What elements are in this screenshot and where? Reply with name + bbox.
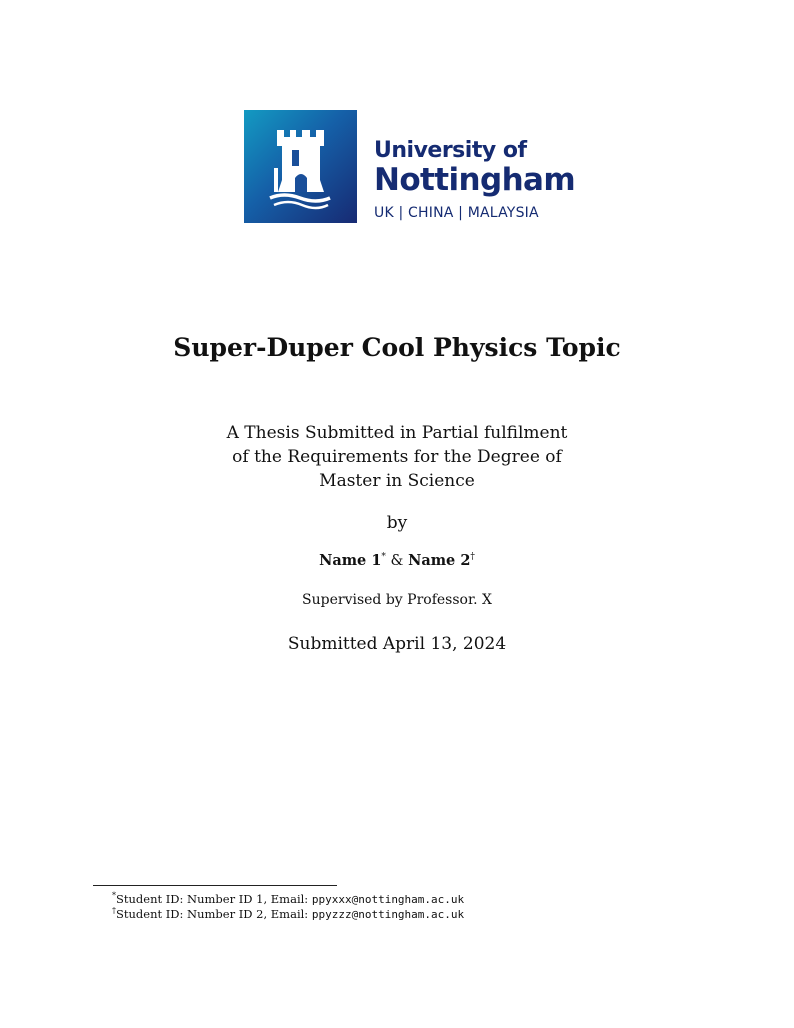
logo-block xyxy=(244,110,357,223)
castle-tower-icon xyxy=(244,110,357,223)
footnote-email: ppyzzz@nottingham.ac.uk xyxy=(311,907,465,921)
thesis-subtitle xyxy=(0,421,794,493)
logo-line-nottingham: Nottingham xyxy=(374,162,576,198)
submission-date: Submitted April 13, 2024 xyxy=(287,634,507,654)
footnote-text: Student ID: Number ID 1, Email: xyxy=(116,891,312,906)
university-logo xyxy=(244,110,576,225)
footnote-mark: * xyxy=(112,891,116,900)
footnote-mark: † xyxy=(112,906,116,915)
thesis-title: Super-Duper Cool Physics Topic xyxy=(173,333,621,362)
author-mark-2: † xyxy=(470,552,475,563)
footnote-text: Student ID: Number ID 2, Email: xyxy=(116,906,312,921)
by-label: by xyxy=(386,513,408,533)
footnote-rule xyxy=(93,885,337,886)
author-joiner: & xyxy=(390,553,404,569)
subtitle-line: Master in Science xyxy=(319,471,475,491)
author-line xyxy=(0,552,794,569)
footnote-email: ppyxxx@nottingham.ac.uk xyxy=(311,892,465,906)
author-name-1: Name 1 xyxy=(319,552,382,569)
supervisor-line: Supervised by Professor. X xyxy=(302,592,492,608)
subtitle-line: of the Requirements for the Degree of xyxy=(232,447,562,467)
footnote-1 xyxy=(112,891,464,906)
author-name-2: Name 2 xyxy=(408,552,471,569)
footnote-2 xyxy=(112,906,464,921)
subtitle-line: A Thesis Submitted in Partial fulfilment xyxy=(226,423,568,443)
logo-line-university: University of xyxy=(374,138,527,163)
author-mark-1: * xyxy=(381,552,386,563)
logo-line-campuses: UK | CHINA | MALAYSIA xyxy=(374,205,539,221)
